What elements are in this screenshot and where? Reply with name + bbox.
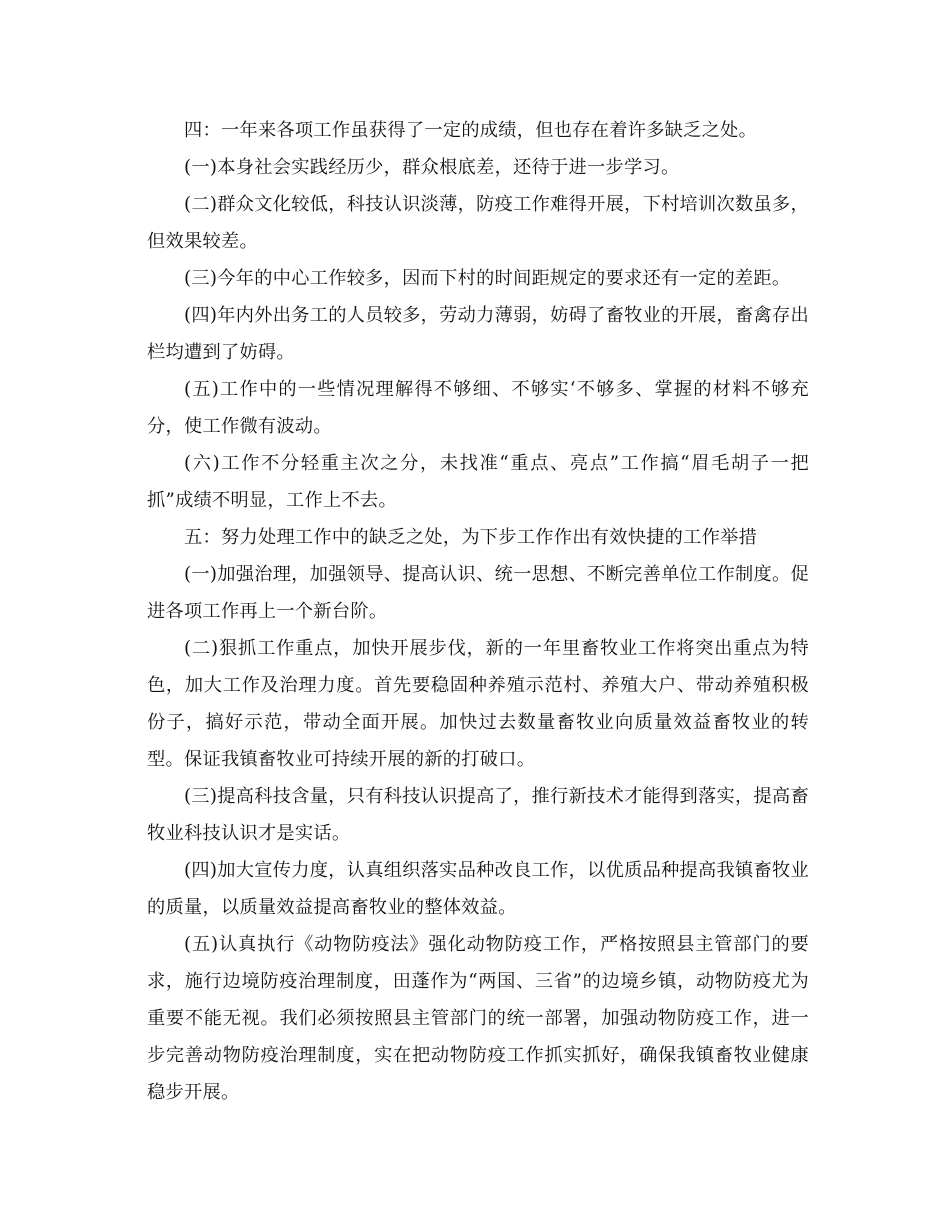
- paragraph-shortcoming-6: (六)工作不分轻重主次之分，未找准“重点、亮点”工作搞“眉毛胡子一把抓”成绩不明显，工作上不去。: [147, 453, 809, 511]
- paragraph-measure-3: (三)提高科技含量，只有科技认识提高了，推行新技术才能得到落实，提高畜牧业科技认识才是实话。: [147, 786, 809, 844]
- paragraph-section-four-heading: 四：一年来各项工作虽获得了一定的成绩，但也存在着许多缺乏之处。: [184, 120, 758, 141]
- paragraph-measure-2: (二)狠抓工作重点，加快开展步伐，新的一年里畜牧业工作将突出重点为特色，加大工作及治理力度。首先要稳固种养殖示范村、养殖大户、带动养殖积极份子，搞好示范，带动全面开展。加快过去数量畜牧业向质量效益畜牧业的转型。保证我镇畜牧业可持续开展的新的打破口。: [147, 638, 809, 770]
- paragraph-shortcoming-5: (五)工作中的一些情况理解得不够细、不够实‘不够多、掌握的材料不够充分，使工作微有波动。: [147, 379, 809, 437]
- paragraph-measure-4: (四)加大宣传力度，认真组织落实品种改良工作，以优质品种提高我镇畜牧业的质量，以质量效益提高畜牧业的整体效益。: [147, 860, 809, 918]
- paragraph-shortcoming-4: (四)年内外出务工的人员较多，劳动力薄弱，妨碍了畜牧业的开展，畜禽存出栏均遭到了妨碍。: [147, 305, 809, 363]
- paragraph-shortcoming-2: (二)群众文化较低，科技认识淡薄，防疫工作难得开展，下村培训次数虽多，但效果较差。: [147, 194, 809, 252]
- paragraph-shortcoming-1: (一)本身社会实践经历少，群众根底差，还待于进一步学习。: [184, 157, 680, 178]
- paragraph-measure-1: (一)加强治理，加强领导、提高认识、统一思想、不断完善单位工作制度。促进各项工作再上一个新台阶。: [147, 564, 809, 622]
- paragraph-section-five-heading: 五：努力处理工作中的缺乏之处，为下步工作作出有效快捷的工作举措: [184, 527, 758, 548]
- paragraph-shortcoming-3: (三)今年的中心工作较多，因而下村的时间距规定的要求还有一定的差距。: [184, 268, 791, 289]
- document-body: [147, 112, 809, 1111]
- paragraph-measure-5: (五)认真执行《动物防疫法》强化动物防疫工作，严格按照县主管部门的要求，施行边境防疫治理制度，田蓬作为“两国、三省”的边境乡镇，动物防疫尤为重要不能无视。我们必须按照县主管部门的统一部署，加强动物防疫工作，进一步完善动物防疫治理制度，实在把动物防疫工作抓实抓好，确保我镇畜牧业健康稳步开展。: [147, 934, 809, 1103]
